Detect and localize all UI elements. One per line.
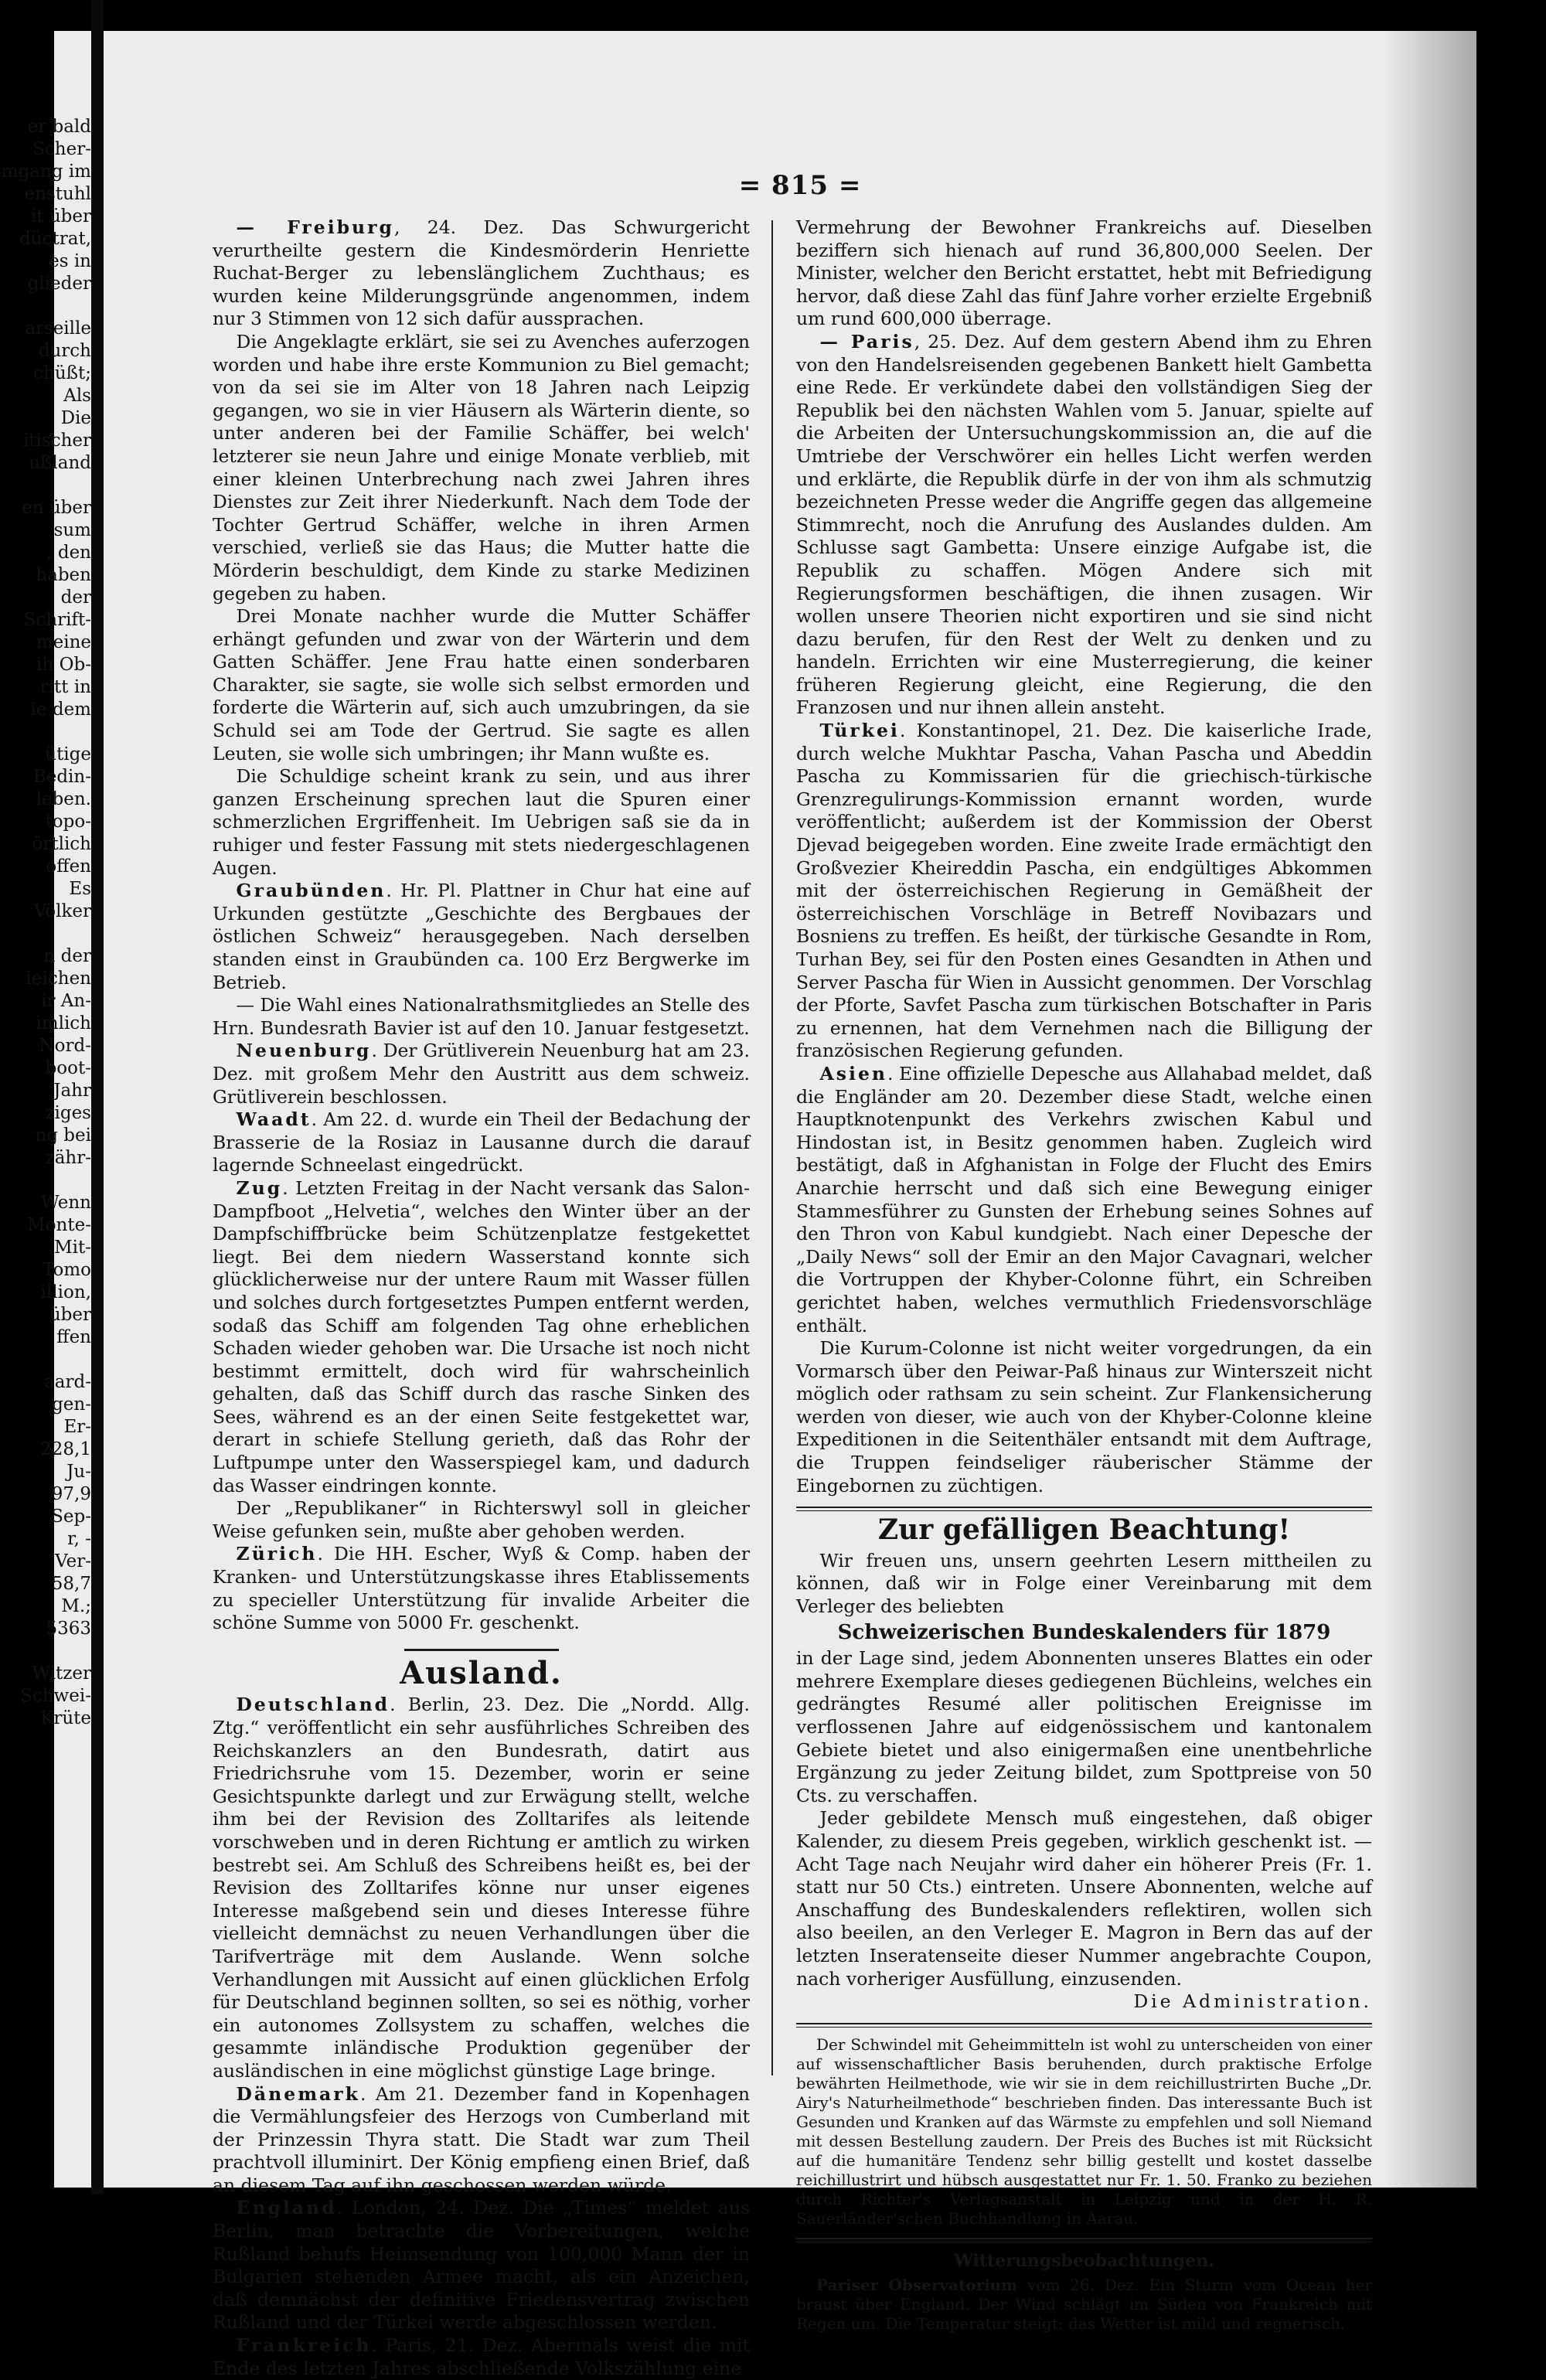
article-heading: Dänemark <box>236 2082 360 2105</box>
article-text: . Berlin, 23. Dez. Die „Nordd. Allg. Ztg.“ veröffentlicht ein sehr ausführliches Schreiben des Reichskanzlers an den Bundesrath, datirt aus Friedrichsruhe vom 15. Dezember, worin er seine Gesichtspunkte darlegt und zur Erwägung stellt, welche ihm bei der Revision des Zolltarifes als leitende vorschweben und in deren Richtung er amtlich zu wirken bestrebt sei. Am Schluß des Schreibens heißt es, bei der Revision des Zolltarifes könne nur unser eigenes Interesse maßgebend sein und dieses Interesse führe vielleicht demnächst zu neuen Verhandlungen über die Tarifverträge mit dem Auslande. Wenn solche Verhandlungen mit Aussicht auf einen glücklichen Erfolg für Deutschland beginnen sollten, so sei es nöthig, vorher ein autonomes Zollsystem zu schaffen, welches die gesammte inländische Produktion gegenüber der ausländischen in eine möglichst günstige Lage bringe. <box>213 1694 750 2082</box>
article-text: Der „Republikaner“ in Richterswyl soll in gleicher Weise gefunken sein, mußte aber gehoben werden. <box>213 1497 750 1542</box>
strip-line: Monte- <box>27 1215 91 1235</box>
article-heading: Graubünden <box>236 880 386 902</box>
strip-line: ie dem <box>30 700 91 720</box>
strip-line: 58,7 <box>51 1574 91 1594</box>
strip-line: Wenn <box>40 1193 91 1213</box>
strip-line: boot- <box>45 1058 91 1078</box>
strip-line: leben. <box>36 789 91 809</box>
article-text: . Hr. Pl. Plattner in Chur hat eine auf Urkunden gestützte „Geschichte des Bergbaues der östlichen Schweiz“ herausgegeben. Nach derselben standen einst in Graubünden ca. 100 Erz Bergwerke im Betrieb. <box>213 880 750 993</box>
strip-line: Ver- <box>55 1551 91 1571</box>
article-text: Die Kurum-Colonne ist nicht weiter vorgedrungen, da ein Vormarsch über den Peiwar-Paß hinaus zur Winterszeit nicht möglich oder rathsam zu sein scheint. Zur Flankensicherung werden von dieser, wie auch von der Khyber-Colonne kleine Expeditionen in die Seitenthäler entsandt mit dem Auftrage, die Truppen feindseliger räuberischer Stämme der Eingebornen zu züchtigen. <box>796 1337 1372 1496</box>
article-text: . Der Grütliverein Neuenburg hat am 23. Dez. mit großem Mehr den Austritt aus dem schweiz. Grütliverein beschlossen. <box>213 1040 750 1108</box>
strip-line <box>0 1170 91 1192</box>
article-paragraph <box>213 1040 750 1108</box>
article-text: , 25. Dez. Auf dem gestern Abend ihm zu Ehren von den Handelsreisenden gegebenen Bankett hielt Gambetta eine Rede. Er verkündete dabei den vollständigen Sieg der Republik bei den nächsten Wahlen vom 5. Januar, spielte auf die Arbeiten der Untersuchungskommission an, die auf die Umtriebe der Verschwörer ein helles Licht werfen werden und erklärte, die Republik dürfe in der von ihm als schmutzig bezeichneten Presse weder die Angriffe gegen das allgemeine Stimmrecht, noch die Anrufung des Auslandes dulden. Am Schlusse sagt Gambetta: Unsere einzige Aufgabe ist, die Republik zu schaffen. Mögen Andere sich mit Regierungsformen beschäftigen, die ihnen zusagen. Wir wollen unsere Theorien nicht exportiren und sie sind nicht dazu berufen, für den Rest der Welt zu denken und zu handeln. Errichten wir eine Musterregierung, die keiner früheren Regierung gleicht, eine Regierung, die den Franzosen und nur ihnen allein ansteht. <box>796 330 1372 719</box>
notice-body-2: Jeder gebildete Mensch muß eingestehen, daß obiger Kalender, zu diesem Preis gegeben, wirklich geschenkt ist. — Acht Tage nach Neujahr wird daher ein höherer Preis (Fr. 1. statt nur 50 Cts.) eintreten. Unsere Abonnenten, welche auf Anschaffung des Bundeskalenders reflektiren, wollen sich also beeilen, an den Verleger E. Magron in Bern das auf der letzten Inseratenseite dieser Nummer angebrachte Coupon, nach vorheriger Ausfüllung, einzusenden. <box>796 1807 1372 1990</box>
strip-line: offen <box>46 856 91 877</box>
strip-line: Völker <box>33 901 91 921</box>
article-paragraph <box>796 1337 1372 1497</box>
strip-line: düctrat, <box>19 229 91 249</box>
notice-divider <box>796 1507 1372 1511</box>
strip-line: Er- <box>63 1417 91 1437</box>
strip-line: Schrift- <box>23 610 91 630</box>
strip-line: r, - <box>67 1529 91 1549</box>
article-paragraph <box>213 1543 750 1634</box>
strip-line: M.; <box>61 1596 91 1616</box>
strip-line: en über <box>22 498 91 518</box>
ausland-title: Ausland. <box>400 1654 563 1691</box>
article-text: Die Angeklagte erklärt, sie sei zu Avenches auferzogen worden und habe ihre erste Kommunion zu Biel gemacht; von da sei sie im Alter von 18 Jahren nach Leipzig gegangen, wo sie in vier Häusern als Wärterin diente, so unter anderen bei der Familie Schäffer, bei welch' letzterer sie neun Jahre und einige Monate verblieb, mit einer kleinen Unterbrechung nach zwei Jahren ihres Dienstes zur Zeit ihrer Niederkunft. Nach dem Tode der Tochter Gertrud Schäffer, welche in ihren Armen verschied, verließ sie das Haus; die Mutter hatte die Mörderin beschuldigt, dem Kinde zu starke Medizinen gegeben zu haben. <box>213 330 750 604</box>
article-paragraph <box>213 994 750 1040</box>
article-paragraph <box>796 1063 1372 1337</box>
article-text: Die Schuldige scheint krank zu sein, und aus ihrer ganzen Erscheinung sprechen laut die Spuren einer schmerzlichen Ergriffenheit. Im Uebrigen saß sie da in ruhiger und fester Fassung mit stets niedergeschlagenen Augen. <box>213 765 750 879</box>
swindle-note: Der Schwindel mit Geheimmitteln ist wohl zu unterscheiden von einer auf wissenschaftlicher Basis beruhenden, durch praktische Erfolge bewährten Heilmethode, wie wir sie in dem reichillustrirten Buche „Dr. Airy's Naturheilmethode“ beschrieben finden. Das interessante Buch ist Gesunden und Kranken auf das Wärmste zu empfehlen und soll Niemand mit dessen Bestellung zaudern. Der Preis des Buches ist mit Rücksicht auf die humanitäre Tendenz sehr billig gestellt und kostet dasselbe reichillustrirt und hübsch ausgestattet nur Fr. 1. 50. Franko zu beziehen durch Richter's Verlagsanstalt in Leipzig und in der H. R. Sauerländer'schen Buchhandlung in Aarau. <box>796 2034 1372 2228</box>
article-text: Vermehrung der Bewohner Frankreichs auf. Dieselben beziffern sich hienach auf rund 36,800,000 Seelen. Der Minister, welcher den Bericht erstattet, hebt mit Befriedigung hervor, daß diese Zahl das fünf Jahre vorher erzielte Ergebniß um rund 600,000 überrage. <box>796 216 1372 330</box>
article-text: — Die Wahl eines Nationalrathsmitgliedes an Stelle des Hrn. Bundesrath Bavier ist auf den 10. Januar festgesetzt. <box>213 994 750 1039</box>
strip-line: ütige <box>45 744 91 764</box>
article-text: . Am 21. Dezember fand in Kopenhagen die Vermählungsfeier des Herzogs von Cumberland mit der Prinzessin Thyra statt. Die Stadt war zum Theil prachtvoll illuminirt. Der König empfieng einen Brief, daß an diesem Tag auf ihn geschossen werden würde. <box>213 2082 750 2196</box>
strip-line: 228,1 <box>40 1439 91 1459</box>
weather-title: Witterungsbeobachtungen. <box>954 2250 1214 2271</box>
article-heading: Neuenburg <box>236 1040 372 1062</box>
article-text: . Eine offizielle Depesche aus Allahabad meldet, daß die Engländer am 20. Dezember diese Stadt, welche einen Hauptknotenpunkt des Verkehrs zwischen Kabul und Hindostan ist, in Besitz genommen haben. Zugleich wird bestätigt, daß in Afghanistan in Folge der Flucht des Emirs Anarchie herrscht und daß sich eine Bewegung einiger Stammesführer zu Gunsten der Erhebung seines Sohnes auf den Thron von Kabul kundgiebt. Nach einer Depesche der „Daily News“ soll der Emir an den Major Cavagnari, welcher die Vortruppen der Khyber-Colonne führt, ein Schreiben gerichtet haben, welches vermuthlich Friedensvorschläge enthält. <box>796 1062 1372 1336</box>
column-divider <box>771 220 773 2075</box>
strip-line: meine <box>36 632 91 652</box>
strip-line: 5363 <box>46 1619 91 1639</box>
strip-line: Jahr <box>53 1081 91 1101</box>
strip-line: ng bei <box>35 1125 91 1146</box>
strip-line: it über <box>30 206 91 226</box>
strip-line: Sep- <box>51 1507 91 1527</box>
calendar-title: Schweizerischen Bundeskalenders für 1879 <box>837 1620 1331 1644</box>
strip-line: Krüte <box>40 1708 91 1728</box>
strip-line: Witzer <box>32 1663 91 1684</box>
right-column <box>796 216 1372 2334</box>
strip-line <box>0 721 91 744</box>
article-text: Drei Monate nachher wurde die Mutter Schäffer erhängt gefunden und zwar von der Wärterin und dem Gatten Schäffer. Jene Frau hatte einen sonderbaren Charakter, sie sagte, sie wolle sich selbst ermorden und forderte die Wärterin auf, sich auch umzubringen, da sie Schuld sei am Tode der Gertrud. Sie sagte es allen Leuten, sie wolle sich umbringen; ihr Mann wußte es. <box>213 605 750 764</box>
article-paragraph <box>213 2334 750 2380</box>
strip-line: , den <box>46 543 91 563</box>
article-text: . Letzten Freitag in der Nacht versank das Salon-Dampfboot „Helvetia“, welches den Winter über an der Dampfschiffbrücke beim Schützenplatze festgekettet liegt. Bei dem niedern Wasserstand konnte sich glücklicherweise nur der untere Raum mit Wasser füllen und solches durch fortgesetztes Pumpen entfernt werden, sodaß das Schiff am folgenden Tag ohne erheblichen Schaden wieder gehoben war. Die Ursache ist noch nicht bestimmt ermittelt, doch wird für wahrscheinlich gehalten, daß das Schiff durch das rasche Sinken des Sees, während es an der einen Seite festgekettet war, derart in schiefe Stellung gerieth, daß das Rohr der Luftpumpe unter den Wasserspiegel kam, und dadurch das Wasser eindringen konnte. <box>213 1176 750 1496</box>
article-text: . London, 24. Dez. Die „Times“ meldet aus Berlin, man betrachte die Vorbereitungen, welche Rußland behufs Heimsendung von 100,000 Mann der in Bulgarien stehenden Armee macht, als ein Anzeichen, daß demnächst der definitive Friedensvertrag zwischen Rußland und der Türkei werde abgeschlossen werden. <box>213 2197 750 2334</box>
strip-line: arseille <box>25 318 91 339</box>
strip-line: Mit- <box>54 1238 91 1258</box>
strip-line <box>0 923 91 945</box>
strip-line: Es <box>69 879 91 899</box>
strip-line: illion, <box>40 1282 91 1302</box>
strip-line: glieder <box>27 274 91 294</box>
strip-line: sum <box>53 520 91 540</box>
article-text: . Am 22. d. wurde ein Theil der Bedachung der Brasserie de la Rosiaz in Lausanne durch die darauf lagernde Schneelast eingedrückt. <box>213 1108 750 1176</box>
article-paragraph <box>796 720 1372 1063</box>
strip-line: enstuhl <box>24 184 91 204</box>
strip-line: Die <box>60 408 91 428</box>
strip-line: itischer <box>22 431 91 451</box>
weather-report <box>796 2276 1372 2334</box>
weather-divider <box>796 2238 1372 2242</box>
strip-line: örtlich <box>32 834 91 854</box>
weather-head: Pariser Observatorium <box>816 2276 1018 2295</box>
strip-line: Ju- <box>66 1462 91 1482</box>
strip-line: Als <box>63 386 91 406</box>
article-paragraph <box>796 331 1372 720</box>
left-articles <box>213 216 750 1635</box>
article-paragraph <box>213 765 750 880</box>
strip-line: ritt in <box>39 677 91 697</box>
strip-line: ußland <box>29 453 91 473</box>
notice-signature: Die Administration. <box>1133 1990 1372 2013</box>
right-articles <box>796 216 1372 1497</box>
strip-line: Tomo <box>42 1260 91 1280</box>
strip-line: ih Ob- <box>36 655 91 675</box>
strip-line: imlich <box>36 1013 91 1033</box>
strip-line: aard- <box>44 1372 91 1392</box>
article-text: . Konstantinopel, 21. Dez. Die kaiserliche Irade, durch welche Mukhtar Pascha, Vahan Pascha und Abeddin Pascha zu Kommissarien für die griechisch-türkische Grenzregulirungs-Kommission ernannt worden, wurde veröffentlicht; außerdem ist der Kommission der Oberst Djevad beigegeben worden. Eine zweite Irade ermächtigt den Großvezier Kheireddin Pascha, ein endgültiges Abkommen mit der österreichischen Regierung in Gemäßheit der österreichischen Vorschläge in Betreff Novibazars und Bosniens zu treffen. Es heißt, der türkische Gesandte in Rom, Turhan Bey, sei für den Posten eines Gesandten in Athen und Server Pascha für Wien in Aussicht genommen. Der Vorschlag der Pforte, Savfet Pascha zum türkischen Botschafter in Paris zu ernennen, hat dem Vernehmen nach die Billigung der französischen Regierung gefunden. <box>796 720 1372 1062</box>
strip-line <box>0 475 91 497</box>
strip-line <box>0 295 91 318</box>
strip-line: ziges <box>45 1103 91 1123</box>
article-heading: Zürich <box>236 1543 318 1565</box>
notice-intro: Wir freuen uns, unsern geehrten Lesern mittheilen zu können, daß wir in Folge einer Vereinbarung mit dem Verleger des beliebten <box>796 1549 1372 1618</box>
article-heading: Waadt <box>236 1108 312 1131</box>
strip-line: Scher- <box>32 139 91 159</box>
article-paragraph <box>213 2083 750 2198</box>
article-paragraph <box>213 1177 750 1497</box>
strip-line: zähr- <box>45 1148 91 1168</box>
strip-line: Nord- <box>39 1036 91 1056</box>
article-text: . Die HH. Escher, Wyß & Comp. haben der Kranken- und Unterstützungskasse ihres Etablissements zu specieller Unterstützung für invalide Arbeiter die schöne Summe von 5000 Fr. geschenkt. <box>213 1543 750 1634</box>
article-paragraph <box>213 880 750 994</box>
strip-line: topo- <box>45 812 91 832</box>
strip-line: Bedin- <box>32 767 91 787</box>
article-heading: Deutschland <box>236 1694 390 1716</box>
strip-line: ir An- <box>41 991 91 1011</box>
article-paragraph <box>213 1108 750 1177</box>
article-heading: Zug <box>236 1176 283 1199</box>
section-divider <box>404 1649 559 1651</box>
page-edge-shade <box>1384 31 1476 2188</box>
strip-line: ffen <box>56 1327 91 1347</box>
left-column <box>213 216 750 2380</box>
article-heading: — Paris <box>819 330 914 352</box>
article-heading: — Freiburg <box>236 216 394 238</box>
article-paragraph <box>213 1497 750 1543</box>
page-fold <box>91 0 104 2194</box>
strip-line: n der <box>43 946 91 966</box>
weather-text: vom 26. Dez. Ein Sturm vom Ocean her braust über England. Der Wind schlägt im Süden von Frankreich mit Regen um. Die Temperatur steigt; das Wetter ist mild und regnerisch. <box>796 2276 1372 2334</box>
article-paragraph <box>213 2197 750 2334</box>
article-text: . Paris, 21. Dez. Abermals weist die mit Ende des letzten Jahres abschließende Volkszählung eine <box>213 2334 750 2379</box>
notice-title: Zur gefälligen Beachtung! <box>877 1513 1291 1547</box>
ausland-articles <box>213 1694 750 2380</box>
strip-line: durch <box>38 341 91 361</box>
article-paragraph <box>213 331 750 605</box>
strip-line: gen- <box>52 1394 91 1415</box>
page-number: = 815 = <box>738 170 862 201</box>
strip-line: es in <box>49 251 91 271</box>
article-paragraph <box>796 216 1372 331</box>
article-text: , 24. Dez. Das Schwurgericht verurtheilte gestern die Kindesmörderin Henriette Ruchat-Berger zu lebenslänglichem Zuchthaus; es wurden keine Milderungsgründe angenommen, indem nur 3 Stimmen von 12 sich dafür aussprachen. <box>213 216 750 330</box>
swindle-divider <box>796 2023 1372 2028</box>
article-paragraph <box>213 1694 750 2082</box>
article-heading: Asien <box>819 1062 887 1084</box>
strip-line <box>0 1640 91 1663</box>
strip-line: er bald <box>27 117 91 137</box>
strip-line: ieichen <box>26 969 91 989</box>
strip-line: haben <box>36 565 91 585</box>
article-heading: Frankreich <box>236 2334 372 2357</box>
strip-line: über <box>49 1305 91 1325</box>
article-heading: Türkei <box>819 720 900 742</box>
adjacent-page-strip <box>0 116 91 2126</box>
article-heading: England <box>236 2197 337 2219</box>
strip-line <box>0 1349 91 1371</box>
strip-line: chüßt; <box>33 363 91 383</box>
article-paragraph <box>213 605 750 765</box>
strip-line: mgang im <box>1 162 91 182</box>
notice-body: in der Lage sind, jedem Abonnenten unseres Blattes ein oder mehrere Exemplare dieses gediegenen Büchleins, welches ein gedrängtes Resumé aller politischen Ereignisse im verflossenen Jahre auf eidgenössischem und kantonalem Gebiete bietet und also einigermaßen eine unentbehrliche Ergänzung zu jeder Zeitung bildet, zum Spottpreise von 50 Cts. zu verschaffen. <box>796 1647 1372 1806</box>
article-paragraph <box>213 216 750 331</box>
newspaper-page <box>54 31 1476 2379</box>
strip-line: 97,9 <box>51 1484 91 1504</box>
strip-line: der <box>60 587 91 608</box>
strip-line: Schwei- <box>20 1686 91 1706</box>
